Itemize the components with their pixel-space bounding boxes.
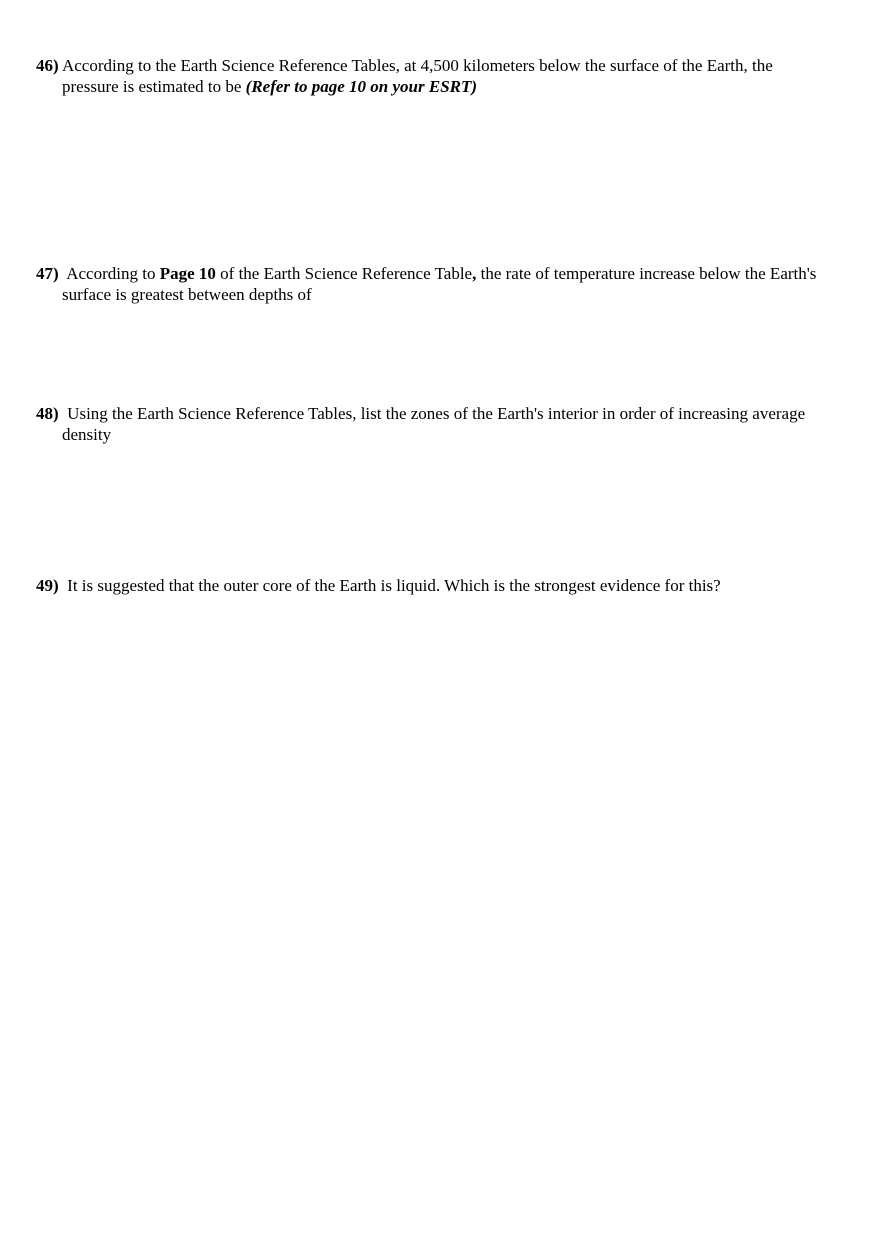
question-48-line-1 (36, 403, 836, 424)
question-49-text-line-1: It is suggested that the outer core of the Earth is liquid. Which is the strongest evidence for this? (67, 576, 721, 595)
question-47-text-mid: of the Earth Science Reference Table (215, 264, 473, 283)
question-47-line-2 (36, 284, 836, 305)
question-47-text-post: the rate of temperature increase below the Earth's (476, 264, 817, 283)
question-49-line-1 (36, 575, 836, 596)
question-47-line-1 (36, 263, 836, 284)
question-46 (36, 55, 836, 97)
question-48 (36, 403, 836, 445)
question-47-text-line-2: surface is greatest between depths of (62, 285, 312, 304)
question-47-number: 47) (36, 264, 59, 283)
question-47-page-reference: Page 10 (159, 264, 216, 283)
question-46-esrt-reference: (Refer to page 10 on your ESRT) (245, 77, 478, 96)
question-48-text-line-2: density (62, 425, 112, 444)
question-46-line-1 (36, 55, 836, 76)
question-47-text-pre: According to (66, 264, 160, 283)
question-47 (36, 263, 836, 305)
question-46-number: 46) (36, 56, 59, 75)
question-46-line-2 (36, 76, 836, 97)
question-48-line-2 (36, 424, 836, 445)
question-47-comma: , (472, 264, 477, 283)
question-48-text-line-1: Using the Earth Science Reference Tables, list the zones of the Earth's interior in order of increasing average (67, 404, 806, 423)
question-49-number: 49) (36, 576, 59, 595)
question-46-text-line-1: According to the Earth Science Reference Tables, at 4,500 kilometers below the surface of the Earth, the (61, 56, 773, 75)
question-49 (36, 575, 836, 596)
question-48-number: 48) (36, 404, 59, 423)
question-46-text-line-2: pressure is estimated to be (62, 77, 246, 96)
